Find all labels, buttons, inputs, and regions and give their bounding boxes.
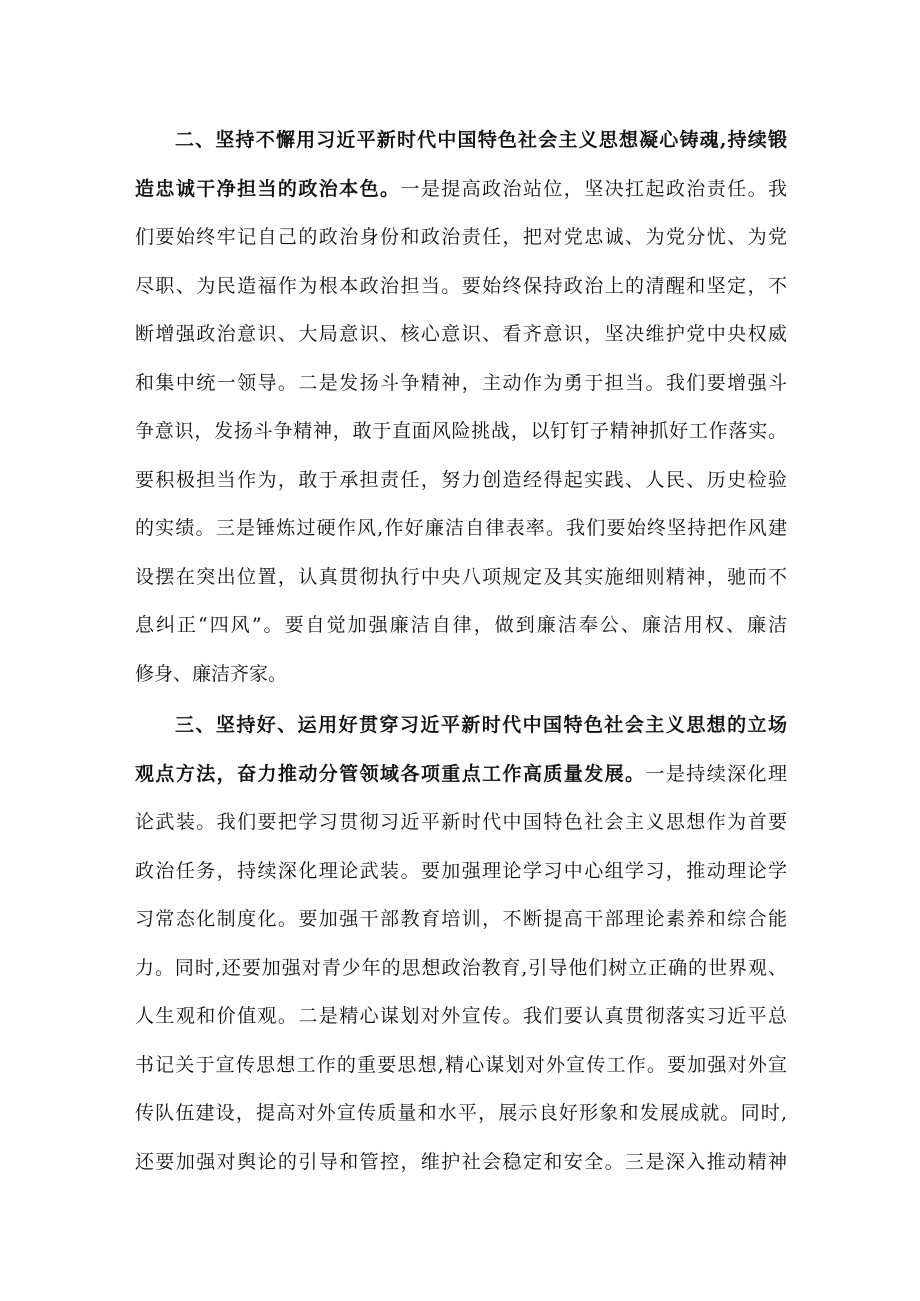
paragraph-theoretical-method (135, 701, 787, 1186)
text-line (135, 456, 787, 505)
text-line (135, 165, 787, 214)
text-line (135, 601, 787, 650)
body-text: 争意识，发扬斗争精神，敢于直面风险挑战，以钉钉子精神抓好工作落实。 (135, 420, 787, 442)
body-text: 论武装。我们要把学习贯彻习近平新时代中国特色社会主义思想作为首要 (135, 811, 787, 833)
body-text: 还要加强对舆论的引导和管控，维护社会稳定和安全。三是深入推动精神 (135, 1150, 787, 1173)
text-line (135, 650, 787, 699)
text-line (135, 213, 787, 262)
text-line (135, 944, 787, 993)
text-line (135, 553, 787, 602)
body-text: 的实绩。三是锤炼过硬作风,作好廉洁自律表率。我们要始终坚持把作风建 (135, 517, 787, 539)
heading-text: 三、坚持好、运用好贯穿习近平新时代中国特色社会主义思想的立场 (175, 714, 787, 736)
body-text: 一是提高政治站位，坚决扛起政治责任。我 (400, 177, 787, 200)
text-line (135, 1138, 787, 1187)
body-text: 们要始终牢记自己的政治身份和政治责任，把对党忠诚、为党分忧、为党 (135, 226, 787, 248)
heading-text: 造忠诚干净担当的政治本色。 (135, 177, 401, 200)
text-line (135, 701, 787, 750)
body-text: 力。同时,还要加强对青少年的思想政治教育,引导他们树立正确的世界观、 (135, 956, 787, 979)
body-text: 修身、廉洁齐家。 (135, 662, 288, 685)
text-line (135, 1041, 787, 1090)
body-text: 息纠正“四风”。要自觉加强廉洁自律，做到廉洁奉公、廉洁用权、廉洁 (135, 614, 787, 636)
heading-text: 观点方法，奋力推动分管领域各项重点工作高质量发展。 (135, 762, 646, 785)
text-line (135, 262, 787, 311)
text-line (135, 310, 787, 359)
body-text: 人生观和价值观。二是精心谋划对外宣传。我们要认真贯彻落实习近平总 (135, 1005, 787, 1027)
body-text: 尽职、为民造福作为根本政治担当。要始终保持政治上的清醒和坚定，不 (135, 274, 787, 297)
text-line (135, 847, 787, 896)
body-text: 政治任务，持续深化理论武装。要加强理论学习中心组学习，推动理论学 (135, 859, 787, 882)
body-text: 要积极担当作为，敢于承担责任，努力创造经得起实践、人民、历史检验 (135, 468, 787, 491)
body-text: 一是持续深化理 (645, 762, 787, 785)
body-text: 习常态化制度化。要加强干部教育培训，不断提高干部理论素养和综合能 (135, 908, 787, 930)
body-text: 设摆在突出位置，认真贯彻执行中央八项规定及其实施细则精神，驰而不 (135, 565, 787, 588)
text-line (135, 798, 787, 847)
body-text: 书记关于宣传思想工作的重要思想,精心谋划对外宣传工作。要加强对外宣 (135, 1053, 787, 1076)
text-line (135, 895, 787, 944)
text-line (135, 359, 787, 408)
text-line (135, 407, 787, 456)
text-line (135, 116, 787, 165)
text-line (135, 504, 787, 553)
body-text: 传队伍建设，提高对外宣传质量和水平，展示良好形象和发展成就。同时, (135, 1102, 787, 1124)
text-line (135, 750, 787, 799)
body-text: 断增强政治意识、大局意识、核心意识、看齐意识，坚决维护党中央权威 (135, 323, 787, 345)
text-line (135, 1089, 787, 1138)
text-line (135, 992, 787, 1041)
heading-text: 二、坚持不懈用习近平新时代中国特色社会主义思想凝心铸魂,持续锻 (175, 129, 787, 151)
paragraph-political-integrity (135, 116, 787, 698)
body-text: 和集中统一领导。二是发扬斗争精神，主动作为勇于担当。我们要增强斗 (135, 371, 787, 394)
